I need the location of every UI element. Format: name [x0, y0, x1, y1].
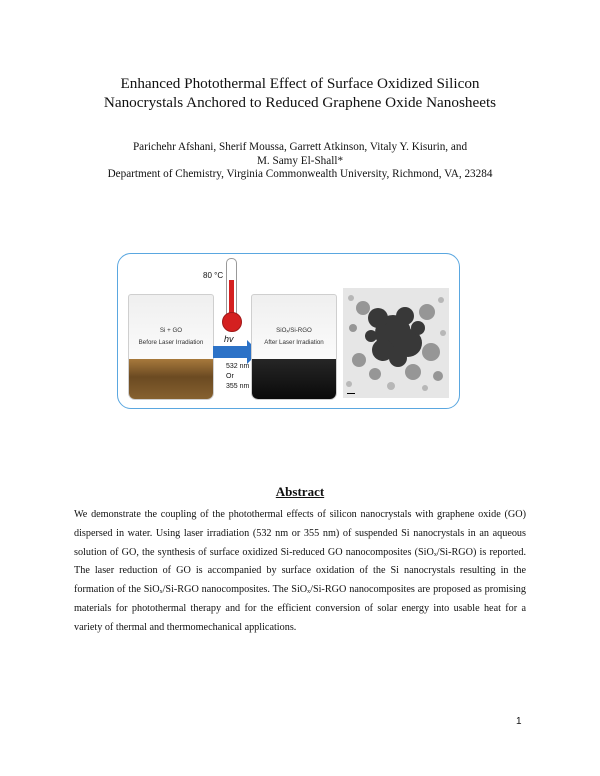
paper-title [60, 74, 540, 112]
abstract-heading: Abstract [275, 484, 325, 499]
beaker-after [251, 294, 337, 400]
tem-nanosheet-image [343, 288, 449, 398]
beaker-before-label: Si + GO [159, 327, 183, 334]
wavelength-532: 532 nm [226, 363, 250, 370]
hv-label: hv [224, 334, 234, 344]
affiliation: Department of Chemistry, Virginia Commonwealth University, Richmond, VA, 23284 [107, 168, 493, 180]
authors-line-2: M. Samy El-Shall* [256, 155, 344, 167]
tem-micrograph [343, 288, 449, 398]
beaker-before [128, 294, 214, 400]
wavelength-or: Or [226, 373, 234, 380]
graphical-abstract [117, 253, 460, 409]
abstract-text: We demonstrate the coupling of the photothermal effects of silicon nanocrystals with graphene oxide (GO) dispersed in water. Using laser irradiation (532 nm or 355 nm) of suspended Si nanocrystals in an aqueous solution of GO, the synthesis of surface oxidized Si-reduced GO nanocomposites (SiOₓ/Si-RGO) is reported. The laser reduction of GO is accompanied by surface oxidation of the Si nanocrystals resulting in the formation of the SiOₓ/Si-RGO nanocomposites. The SiOₓ/Si-RGO nanocomposites are proposed as promising materials for photothermal therapy and for the efficient conversion of solar energy into usable heat for a variety of thermal and thermomechanical applications. [74, 509, 526, 633]
wavelength-355: 355 nm [226, 383, 250, 390]
black-liquid [252, 359, 336, 399]
arrow-icon [213, 346, 249, 358]
title-line-1: Enhanced Photothermal Effect of Surface Oxidized Silicon [120, 75, 480, 92]
authors-line-1: Parichehr Afshani, Sherif Moussa, Garrett Atkinson, Vitaly Y. Kisurin, and [132, 141, 468, 153]
brown-liquid [129, 359, 213, 399]
title-line-2: Nanocrystals Anchored to Reduced Graphene Oxide Nanosheets [103, 94, 497, 111]
beaker-after-caption: After Laser Irradiation [264, 339, 324, 346]
beaker-after-label: SiOₓ/Si-RGO [276, 327, 312, 334]
beaker-before-caption: Before Laser Irradiation [138, 339, 204, 346]
author-list [60, 140, 540, 168]
scale-bar [347, 393, 355, 394]
page-number: 1 [516, 716, 522, 727]
thermometer-bulb [222, 312, 242, 332]
temperature-label: 80 °C [203, 271, 224, 280]
